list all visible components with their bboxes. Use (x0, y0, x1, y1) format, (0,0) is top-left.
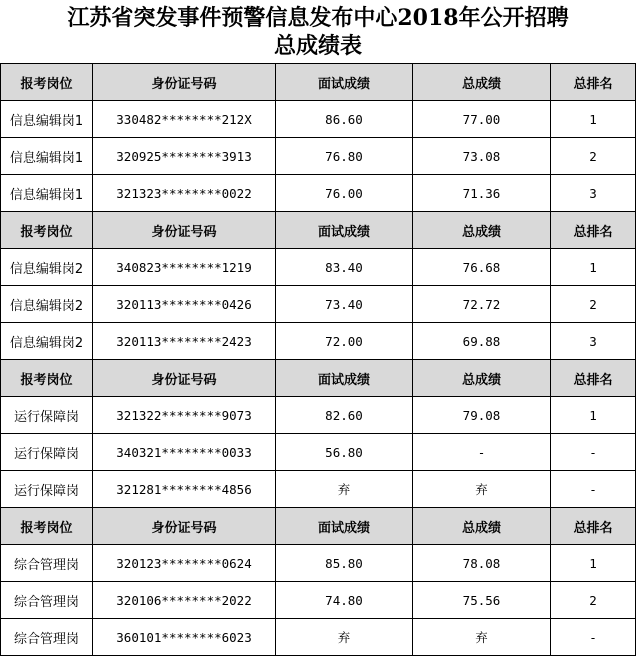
cell-id-number: 360101********6023 (93, 619, 276, 656)
cell-total-rank: - (551, 434, 636, 471)
cell-post: 综合管理岗 (1, 545, 93, 582)
cell-interview-score: 76.00 (276, 175, 413, 212)
table-row (1, 545, 636, 582)
cell-total-rank: 3 (551, 323, 636, 360)
table-row (1, 175, 636, 212)
cell-total-rank: 1 (551, 101, 636, 138)
cell-total-score: 弃 (413, 471, 551, 508)
header-id-number: 身份证号码 (93, 508, 276, 545)
header-total-score: 总成绩 (413, 508, 551, 545)
cell-interview-score: 85.80 (276, 545, 413, 582)
cell-total-rank: 1 (551, 397, 636, 434)
cell-post: 信息编辑岗2 (1, 249, 93, 286)
cell-interview-score: 弃 (276, 619, 413, 656)
cell-total-score: 75.56 (413, 582, 551, 619)
cell-total-rank: 1 (551, 545, 636, 582)
cell-post: 信息编辑岗2 (1, 286, 93, 323)
table-row (1, 582, 636, 619)
cell-id-number: 321323********0022 (93, 175, 276, 212)
cell-total-rank: 1 (551, 249, 636, 286)
cell-total-rank: - (551, 471, 636, 508)
cell-post: 信息编辑岗1 (1, 101, 93, 138)
title-line-1: 江苏省突发事件预警信息发布中心2018年公开招聘 (67, 5, 569, 31)
table-row (1, 397, 636, 434)
header-row (1, 212, 636, 249)
table-row (1, 619, 636, 656)
cell-total-score: 77.00 (413, 101, 551, 138)
title-line-2: 总成绩表 (273, 33, 362, 59)
cell-total-score: 71.36 (413, 175, 551, 212)
header-total-rank: 总排名 (551, 64, 636, 101)
cell-total-score: 78.08 (413, 545, 551, 582)
cell-id-number: 321281********4856 (93, 471, 276, 508)
cell-interview-score: 86.60 (276, 101, 413, 138)
cell-id-number: 340823********1219 (93, 249, 276, 286)
cell-post: 综合管理岗 (1, 582, 93, 619)
table-row (1, 101, 636, 138)
table-row (1, 471, 636, 508)
cell-total-score: 弃 (413, 619, 551, 656)
header-id-number: 身份证号码 (93, 212, 276, 249)
cell-total-score: 79.08 (413, 397, 551, 434)
header-total-score: 总成绩 (413, 360, 551, 397)
header-interview-score: 面试成绩 (276, 64, 413, 101)
cell-id-number: 330482********212X (93, 101, 276, 138)
header-id-number: 身份证号码 (93, 64, 276, 101)
header-row (1, 64, 636, 101)
header-id-number: 身份证号码 (93, 360, 276, 397)
cell-total-rank: - (551, 619, 636, 656)
cell-total-score: 73.08 (413, 138, 551, 175)
cell-total-rank: 2 (551, 582, 636, 619)
cell-interview-score: 56.80 (276, 434, 413, 471)
score-table (0, 63, 636, 656)
header-post: 报考岗位 (1, 360, 93, 397)
table-row (1, 138, 636, 175)
cell-id-number: 320113********2423 (93, 323, 276, 360)
table-row (1, 286, 636, 323)
cell-total-rank: 2 (551, 286, 636, 323)
cell-id-number: 340321********0033 (93, 434, 276, 471)
cell-total-rank: 3 (551, 175, 636, 212)
cell-id-number: 320925********3913 (93, 138, 276, 175)
table-row (1, 434, 636, 471)
cell-total-rank: 2 (551, 138, 636, 175)
cell-id-number: 320113********0426 (93, 286, 276, 323)
cell-total-score: 76.68 (413, 249, 551, 286)
header-post: 报考岗位 (1, 508, 93, 545)
header-post: 报考岗位 (1, 64, 93, 101)
cell-interview-score: 76.80 (276, 138, 413, 175)
cell-id-number: 320123********0624 (93, 545, 276, 582)
header-post: 报考岗位 (1, 212, 93, 249)
table-row (1, 323, 636, 360)
cell-post: 信息编辑岗2 (1, 323, 93, 360)
cell-id-number: 321322********9073 (93, 397, 276, 434)
cell-interview-score: 72.00 (276, 323, 413, 360)
header-interview-score: 面试成绩 (276, 212, 413, 249)
header-total-rank: 总排名 (551, 508, 636, 545)
cell-interview-score: 82.60 (276, 397, 413, 434)
cell-interview-score: 83.40 (276, 249, 413, 286)
header-total-rank: 总排名 (551, 360, 636, 397)
cell-post: 运行保障岗 (1, 397, 93, 434)
header-total-score: 总成绩 (413, 212, 551, 249)
cell-interview-score: 弃 (276, 471, 413, 508)
cell-interview-score: 73.40 (276, 286, 413, 323)
header-total-score: 总成绩 (413, 64, 551, 101)
cell-post: 运行保障岗 (1, 471, 93, 508)
cell-post: 信息编辑岗1 (1, 175, 93, 212)
header-interview-score: 面试成绩 (276, 360, 413, 397)
table-row (1, 249, 636, 286)
cell-total-score: - (413, 434, 551, 471)
cell-post: 信息编辑岗1 (1, 138, 93, 175)
header-row (1, 360, 636, 397)
cell-interview-score: 74.80 (276, 582, 413, 619)
header-interview-score: 面试成绩 (276, 508, 413, 545)
cell-total-score: 72.72 (413, 286, 551, 323)
cell-post: 综合管理岗 (1, 619, 93, 656)
cell-id-number: 320106********2022 (93, 582, 276, 619)
cell-total-score: 69.88 (413, 323, 551, 360)
cell-post: 运行保障岗 (1, 434, 93, 471)
header-row (1, 508, 636, 545)
header-total-rank: 总排名 (551, 212, 636, 249)
